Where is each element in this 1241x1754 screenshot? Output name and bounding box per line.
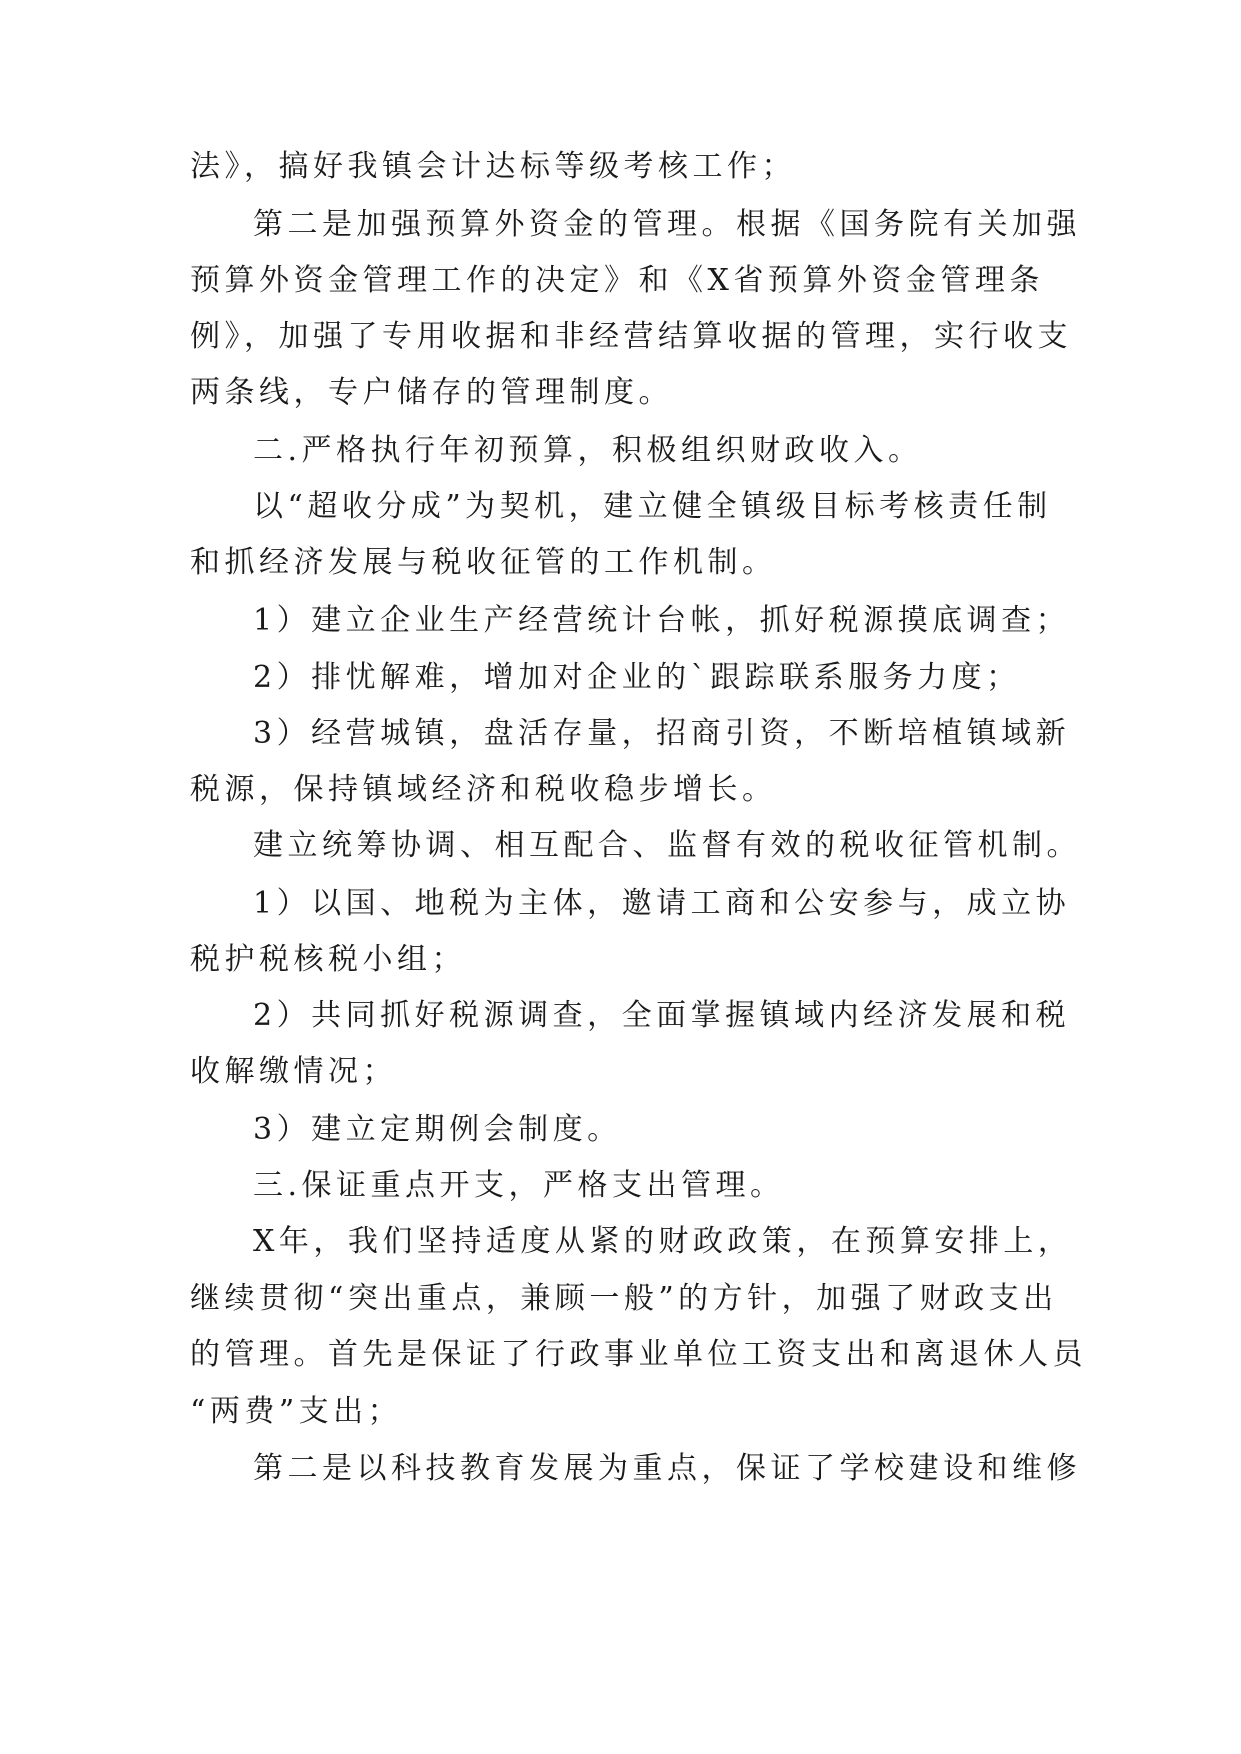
list-item: 1）建立企业生产经营统计台帐，抓好税源摸底调查； xyxy=(253,603,1071,638)
list-item: 2）排忧解难，增加对企业的`跟踪联系服务力度； xyxy=(253,660,1021,695)
text-line: 建立统筹协调、相互配合、监督有效的税收征管机制。 xyxy=(253,828,1081,863)
list-item: 3）经营城镇，盘活存量，招商引资，不断培植镇域新 xyxy=(253,716,1071,751)
section-heading: 三.保证重点开支，严格支出管理。 xyxy=(253,1168,785,1203)
list-item: 3）建立定期例会制度。 xyxy=(253,1112,622,1147)
text-line: 收解缴情况； xyxy=(190,1054,397,1089)
text-line: 例》，加强了专用收据和非经营结算收据的管理，实行收支 xyxy=(190,319,1072,354)
text-line: X年，我们坚持适度从紧的财政政策，在预算安排上， xyxy=(253,1224,1073,1259)
text-line: 法》，搞好我镇会计达标等级考核工作； xyxy=(190,149,796,184)
text-line: 两条线，专户储存的管理制度。 xyxy=(190,375,673,410)
section-heading: 二.严格执行年初预算，积极组织财政收入。 xyxy=(253,433,923,468)
text-line: 和抓经济发展与税收征管的工作机制。 xyxy=(190,545,777,580)
text-line: 预算外资金管理工作的决定》和《X省预算外资金管理条 xyxy=(190,263,1044,298)
text-line: 税护税核税小组； xyxy=(190,942,466,977)
text-line: 第二是加强预算外资金的管理。根据《国务院有关加强 xyxy=(253,207,1081,242)
list-item: 1）以国、地税为主体，邀请工商和公安参与，成立协 xyxy=(253,886,1071,921)
list-item: 2）共同抓好税源调查，全面掌握镇域内经济发展和税 xyxy=(253,998,1071,1033)
text-line: 以“超收分成”为契机，建立健全镇级目标考核责任制 xyxy=(253,489,1052,524)
text-line: 继续贯彻“突出重点，兼顾一般”的方针，加强了财政支出 xyxy=(190,1281,1058,1316)
text-line: “两费”支出； xyxy=(190,1394,403,1429)
text-line: 第二是以科技教育发展为重点，保证了学校建设和维修 xyxy=(253,1451,1081,1486)
text-line: 的管理。首先是保证了行政事业单位工资支出和离退休人员 xyxy=(190,1337,1087,1372)
text-line: 税源，保持镇域经济和税收稳步增长。 xyxy=(190,772,777,807)
